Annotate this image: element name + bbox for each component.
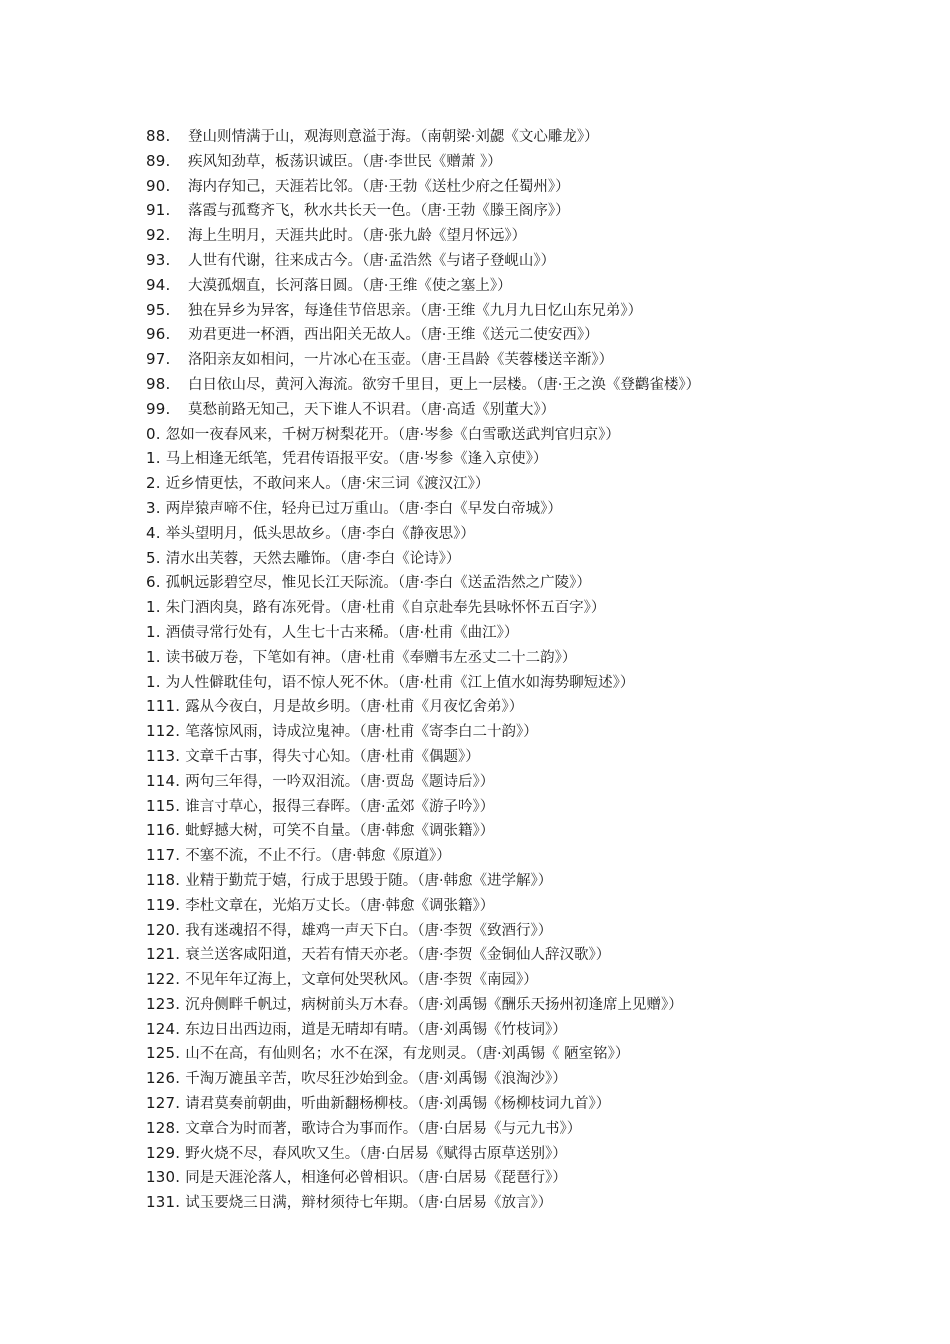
- list-item: [146, 868, 926, 893]
- quote-text: 山不在高，有仙则名；水不在深，有龙则灵。（唐·刘禹锡《 陋室铭》）: [185, 1046, 630, 1063]
- item-number: 89.: [146, 151, 171, 170]
- list-item: [146, 174, 926, 199]
- list-item: [146, 992, 926, 1017]
- item-number: 94.: [146, 275, 171, 294]
- item-number: 121.: [146, 945, 181, 964]
- item-number: 91.: [146, 201, 171, 220]
- item-number: 130.: [146, 1168, 181, 1187]
- list-item: [146, 422, 926, 447]
- quote-text: 沉舟侧畔千帆过，病树前头万木春。（唐·刘禹锡《酬乐天扬州初逢席上见赠》）: [185, 996, 683, 1013]
- quote-text: 东边日出西边雨，道是无晴却有晴。（唐·刘禹锡《竹枝词》）: [185, 1021, 567, 1038]
- quote-text: 独在异乡为异客，每逢佳节倍思亲。（唐·王维《九月九日忆山东兄弟》）: [188, 302, 643, 319]
- quote-text: 马上相逢无纸笔，凭君传语报平安。（唐·岑参《逢入京使》）: [165, 451, 548, 468]
- item-number: 112.: [146, 722, 181, 741]
- list-item: [146, 149, 926, 174]
- quote-text: 举头望明月，低头思故乡。（唐·李白《静夜思》）: [165, 525, 475, 542]
- item-number: 129.: [146, 1143, 181, 1162]
- quote-text: 文章合为时而著，歌诗合为事而作。（唐·白居易《与元九书》）: [185, 1120, 582, 1137]
- item-number: 1.: [146, 449, 161, 468]
- list-item: [146, 248, 926, 273]
- list-item: [146, 347, 926, 372]
- item-number: 117.: [146, 846, 181, 865]
- item-number: 5.: [146, 548, 161, 567]
- quote-text: 谁言寸草心，报得三春晖。（唐·孟郊《游子吟》）: [185, 798, 495, 815]
- quote-text: 海内存知己，天涯若比邻。（唐·王勃《送杜少府之任蜀州》）: [188, 178, 570, 195]
- list-item: [146, 298, 926, 323]
- quote-text: 清水出芙蓉，天然去雕饰。（唐·李白《论诗》）: [165, 550, 461, 567]
- quote-text: 酒债寻常行处有，人生七十古来稀。（唐·杜甫《曲江》）: [165, 624, 519, 641]
- quote-text: 不见年年辽海上，文章何处哭秋风。（唐·李贺《南园》）: [185, 972, 538, 989]
- quote-text: 海上生明月，天涯共此时。（唐·张九龄《望月怀远》）: [188, 228, 527, 245]
- quote-text: 大漠孤烟直，长河落日圆。（唐·王维《使之塞上》）: [188, 277, 512, 294]
- item-number: 2.: [146, 474, 161, 493]
- quote-text: 李杜文章在，光焰万丈长。（唐·韩愈《调张籍》）: [185, 897, 495, 914]
- list-item: [146, 645, 926, 670]
- item-number: 123.: [146, 994, 181, 1013]
- quote-text: 登山则情满于山，观海则意溢于海。（南朝梁·刘勰《文心雕龙》）: [188, 129, 599, 145]
- quote-text: 千淘万漉虽辛苦，吹尽狂沙始到金。（唐·刘禹锡《浪淘沙》）: [185, 1071, 567, 1088]
- quote-text: 不塞不流，不止不行。（唐·韩愈《原道》）: [185, 848, 451, 865]
- item-number: 90.: [146, 176, 171, 195]
- list-item: [146, 570, 926, 595]
- list-item: [146, 769, 926, 794]
- list-item: [146, 1041, 926, 1066]
- item-number: 111.: [146, 697, 181, 716]
- list-item: [146, 843, 926, 868]
- list-item: [146, 446, 926, 471]
- quote-text: 疾风知劲草，板荡识诚臣。（唐·李世民《赠萧 》）: [188, 153, 502, 170]
- item-number: 116.: [146, 821, 181, 840]
- quote-text: 读书破万卷，下笔如有神。（唐·杜甫《奉赠韦左丞丈二十二韵》）: [165, 649, 577, 666]
- quote-text: 请君莫奏前朝曲，听曲新翻杨柳枝。（唐·刘禹锡《杨柳枝词九首》）: [185, 1096, 611, 1113]
- item-number: 127.: [146, 1094, 181, 1113]
- list-item: [146, 546, 926, 571]
- item-number: 131.: [146, 1193, 181, 1212]
- item-number: 99.: [146, 399, 171, 418]
- item-number: 1.: [146, 672, 161, 691]
- list-item: [146, 1066, 926, 1091]
- list-item: [146, 818, 926, 843]
- list-item: [146, 967, 926, 992]
- list-item: [146, 471, 926, 496]
- list-item: [146, 223, 926, 248]
- list-item: [146, 397, 926, 422]
- item-number: 95.: [146, 300, 171, 319]
- quote-text: 露从今夜白，月是故乡明。（唐·杜甫《月夜忆舍弟》）: [185, 699, 524, 716]
- item-number: 120.: [146, 920, 181, 939]
- item-number: 98.: [146, 374, 171, 393]
- quote-text: 两句三年得，一吟双泪流。（唐·贾岛《题诗后》）: [185, 773, 495, 790]
- item-number: 125.: [146, 1044, 181, 1063]
- item-number: 124.: [146, 1019, 181, 1038]
- quote-text: 落霞与孤鹜齐飞，秋水共长天一色。（唐·王勃《滕王阁序》）: [188, 203, 570, 220]
- quote-text: 孤帆远影碧空尽，惟见长江天际流。（唐·李白《送孟浩然之广陵》）: [165, 575, 591, 592]
- list-item: [146, 942, 926, 967]
- list-item: [146, 372, 926, 397]
- quote-text: 忽如一夜春风来，千树万树梨花开。（唐·岑参《白雪歌送武判官归京》）: [165, 426, 620, 443]
- item-number: 88.: [146, 127, 171, 145]
- list-item: [146, 1017, 926, 1042]
- list-item: [146, 595, 926, 620]
- item-number: 122.: [146, 970, 181, 989]
- quote-text: 劝君更进一杯酒，西出阳关无故人。（唐·王维《送元二使安西》）: [188, 327, 599, 344]
- item-number: 92.: [146, 226, 171, 245]
- list-item: [146, 322, 926, 347]
- quote-text: 近乡情更怯，不敢问来人。（唐·宋三词《渡汉江》）: [165, 476, 490, 493]
- item-number: 1.: [146, 598, 161, 617]
- quote-text: 朱门酒肉臭，路有冻死骨。（唐·杜甫《自京赴奉先县咏怀怀五百字》）: [165, 600, 606, 617]
- quote-text: 笔落惊风雨，诗成泣鬼神。（唐·杜甫《寄李白二十韵》）: [185, 724, 538, 741]
- quote-text: 文章千古事，得失寸心知。（唐·杜甫《偶题》）: [185, 748, 480, 765]
- item-number: 128.: [146, 1118, 181, 1137]
- quote-text: 蚍蜉撼大树，可笑不自量。（唐·韩愈《调张籍》）: [185, 823, 495, 840]
- quote-text: 人世有代谢，往来成古今。（唐·孟浩然《与诸子登岘山》）: [188, 252, 556, 269]
- list-item: [146, 1091, 926, 1116]
- quote-text: 为人性僻耽佳句，语不惊人死不休。（唐·杜甫《江上值水如海势聊短述》）: [165, 674, 635, 691]
- quote-text: 洛阳亲友如相问，一片冰心在玉壶。（唐·王昌龄《芙蓉楼送辛渐》）: [188, 352, 614, 369]
- quote-text: 衰兰送客咸阳道，天若有情天亦老。（唐·李贺《金铜仙人辞汉歌》）: [185, 947, 611, 964]
- list-item: [146, 694, 926, 719]
- item-number: 97.: [146, 350, 171, 369]
- quote-text: 我有迷魂招不得，雄鸡一声天下白。（唐·李贺《致酒行》）: [185, 922, 553, 939]
- list-item: [146, 1190, 926, 1215]
- item-number: 3.: [146, 498, 161, 517]
- item-number: 1.: [146, 622, 161, 641]
- quote-text: 两岸猿声啼不住，轻舟已过万重山。（唐·李白《早发白帝城》）: [165, 500, 562, 517]
- quote-text: 白日依山尽，黄河入海流。欲穷千里目，更上一层楼。（唐·王之涣《登鹳雀楼》）: [188, 376, 701, 393]
- list-item: [146, 893, 926, 918]
- list-item: [146, 620, 926, 645]
- item-number: 6.: [146, 573, 161, 592]
- item-number: 4.: [146, 523, 161, 542]
- item-number: 113.: [146, 746, 181, 765]
- quote-text: 试玉要烧三日满，辩材须待七年期。（唐·白居易《放言》）: [185, 1195, 553, 1212]
- quote-text: 野火烧不尽，春风吹又生。（唐·白居易《赋得古原草送别》）: [185, 1145, 567, 1162]
- item-number: 0.: [146, 424, 161, 443]
- item-number: 119.: [146, 895, 181, 914]
- item-number: 96.: [146, 325, 171, 344]
- list-item: [146, 918, 926, 943]
- list-item: [146, 124, 926, 149]
- list-item: [146, 496, 926, 521]
- quote-text: 业精于勤荒于嬉，行成于思毁于随。（唐·韩愈《进学解》）: [185, 872, 553, 889]
- list-item: [146, 719, 926, 744]
- list-item: [146, 1116, 926, 1141]
- list-item: [146, 1165, 926, 1190]
- quote-text: 莫愁前路无知己，天下谁人不识君。（唐·高适《别董大》）: [188, 401, 556, 418]
- list-item: [146, 198, 926, 223]
- item-number: 118.: [146, 870, 181, 889]
- item-number: 115.: [146, 796, 181, 815]
- list-item: [146, 744, 926, 769]
- list-item: [146, 670, 926, 695]
- item-number: 1.: [146, 647, 161, 666]
- list-item: [146, 1141, 926, 1166]
- list-item: [146, 794, 926, 819]
- list-item: [146, 521, 926, 546]
- item-number: 126.: [146, 1069, 181, 1088]
- item-number: 93.: [146, 250, 171, 269]
- list-item: [146, 273, 926, 298]
- quote-text: 同是天涯沦落人，相逢何必曾相识。（唐·白居易《琵琶行》）: [185, 1170, 567, 1187]
- item-number: 114.: [146, 771, 181, 790]
- quote-list: [146, 124, 926, 1215]
